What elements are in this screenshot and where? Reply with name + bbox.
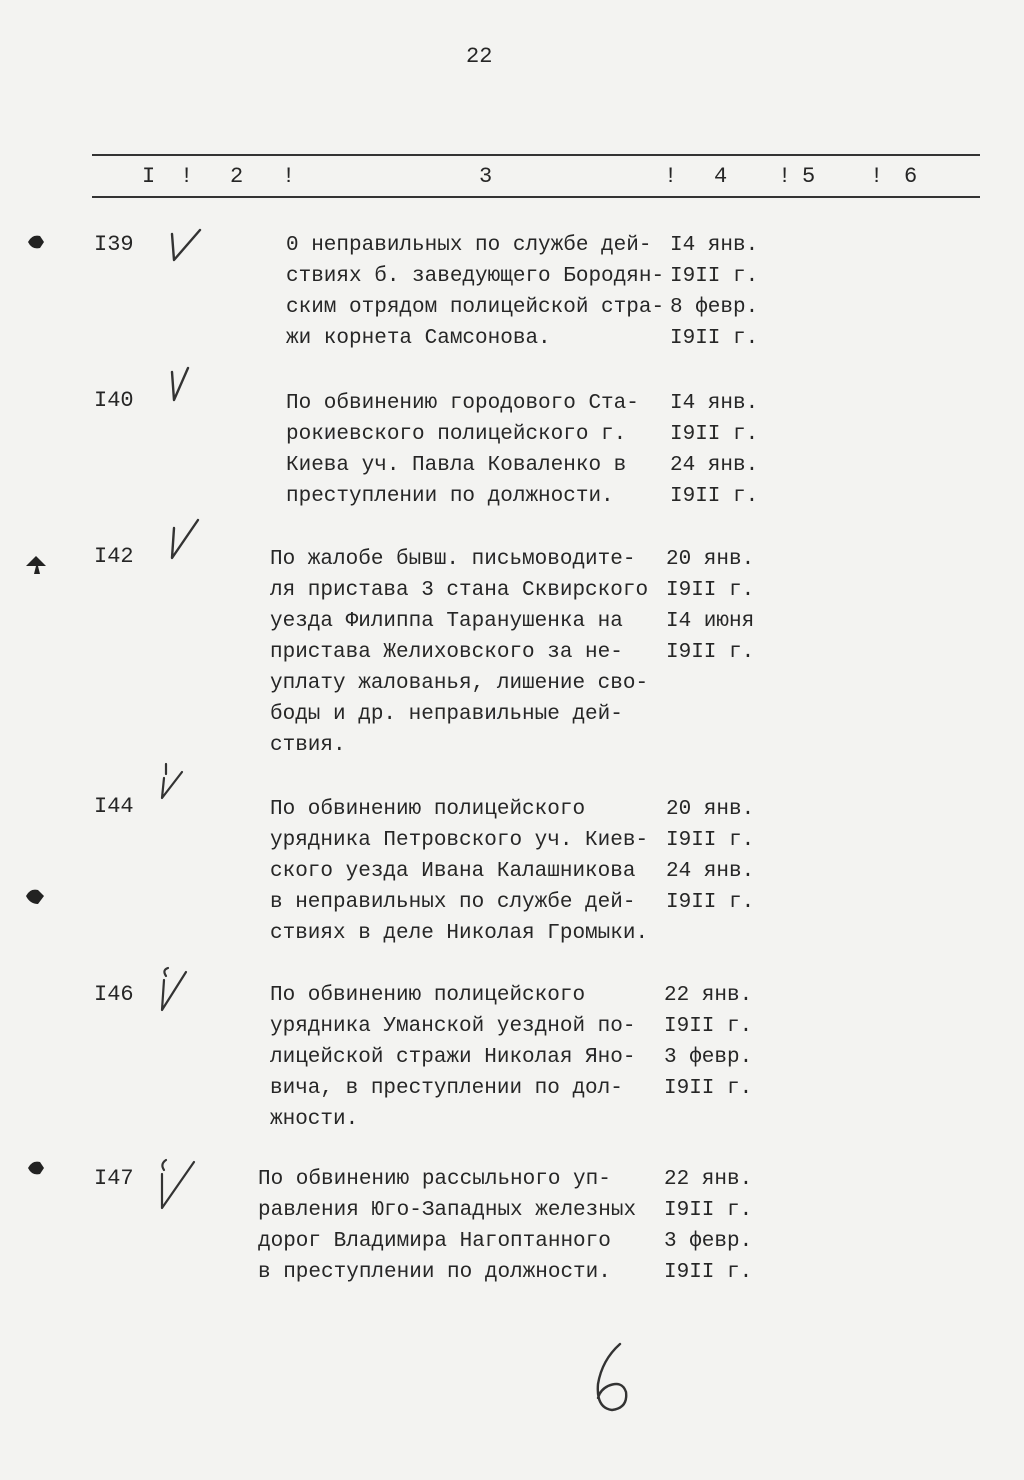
entry-dates: 22 янв. I9II г. 3 февр. I9II г. <box>664 984 753 1100</box>
check-mark-icon <box>166 362 206 408</box>
header-sep3: ! <box>664 164 678 189</box>
entry-dates: 20 янв. I9II г. 24 янв. I9II г. <box>666 798 755 914</box>
header-col3: 3 <box>479 164 493 189</box>
header-sep2: ! <box>282 164 296 189</box>
entry-number: I40 <box>94 388 134 413</box>
header-col6: 6 <box>904 164 918 189</box>
header-col4: 4 <box>714 164 728 189</box>
header-sep5: ! <box>870 164 884 189</box>
entry-dates: I4 янв. I9II г. 24 янв. I9II г. <box>670 392 759 508</box>
check-mark-icon <box>156 760 196 806</box>
entry-number: I46 <box>94 982 134 1007</box>
entry-description: 0 неправильных по службе дей- ствиях б. заведующего Бородян- ским отрядом полицейской стра- жи корнета Самсонова. <box>286 234 665 350</box>
punch-hole-icon <box>22 552 52 581</box>
page-number: 22 <box>466 44 493 69</box>
header-rule-top <box>92 154 980 156</box>
punch-hole-icon <box>22 232 52 257</box>
entry-number: I44 <box>94 794 134 819</box>
entry-description: По обвинению полицейского урядника Уманской уездной по- лицейской стражи Николая Яно- вича, в преступлении по дол- жности. <box>270 984 636 1131</box>
check-mark-icon <box>166 516 206 566</box>
check-mark-icon <box>166 226 206 266</box>
entry-number: I39 <box>94 232 134 257</box>
header-col5: 5 <box>802 164 816 189</box>
handwritten-number-6-icon <box>584 1340 644 1425</box>
entry-dates: 20 янв. I9II г. I4 июня I9II г. <box>666 548 755 664</box>
entry-description: По жалобе бывш. письмоводите- ля пристава 3 стана Сквирского уезда Филиппа Таранушенка на пристава Желиховского за не- уплату жалованья, лишение сво- боды и др. неправильные дей- ствия. <box>270 548 649 757</box>
header-sep4: ! <box>778 164 792 189</box>
entry-description: По обвинению рассыльного уп- равления Юго-Западных железных дорог Владимира Нагоптанного в преступлении по должности. <box>258 1168 637 1284</box>
check-mark-icon <box>154 962 194 1018</box>
check-mark-icon <box>154 1154 204 1218</box>
entry-number: I47 <box>94 1166 134 1191</box>
header-sep1: ! <box>180 164 194 189</box>
entry-description: По обвинению полицейского урядника Петровского уч. Киев- ского уезда Ивана Калашникова в неправильных по службе дей- ствиях в деле Николая Громыки. <box>270 798 649 945</box>
header-rule-bottom <box>92 196 980 198</box>
entry-dates: I4 янв. I9II г. 8 февр. I9II г. <box>670 234 759 350</box>
entry-number: I42 <box>94 544 134 569</box>
header-col1: I <box>142 164 156 189</box>
header-col2: 2 <box>230 164 244 189</box>
entry-dates: 22 янв. I9II г. 3 февр. I9II г. <box>664 1168 753 1284</box>
punch-hole-icon <box>22 1158 52 1183</box>
punch-hole-icon <box>22 884 52 913</box>
entry-description: По обвинению городового Ста- рокиевского полицейского г. Киева уч. Павла Коваленко в преступлении по должности. <box>286 392 639 508</box>
